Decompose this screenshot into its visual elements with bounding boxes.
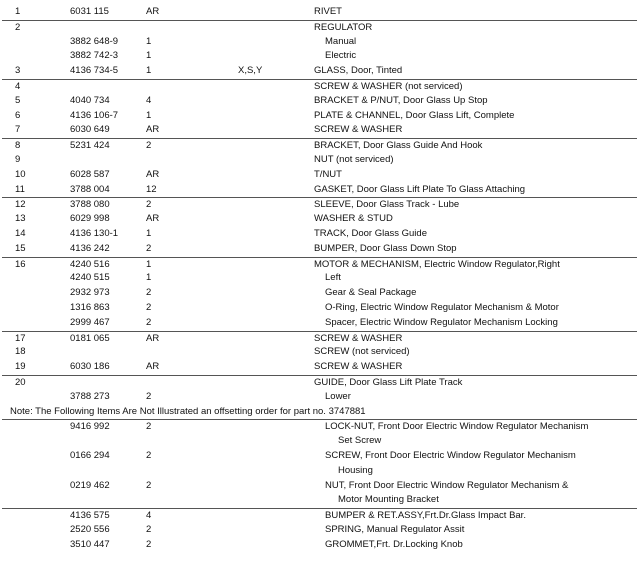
quantity: 1 [146,272,152,284]
table-row [2,109,637,124]
description: Electric [325,50,357,62]
table-row [2,227,637,242]
part-number: 4136 130-1 [70,228,119,239]
quantity: AR [146,6,160,17]
item-number: 10 [15,168,26,180]
table-row [2,345,637,360]
part-number: 4040 734 [70,94,110,106]
part-number: 4240 515 [70,272,110,284]
description: GLASS, Door, Tinted [314,65,403,77]
item-number: 17 [15,332,26,344]
description: RIVET [314,6,342,17]
description: PLATE & CHANNEL, Door Glass Lift, Complete [314,109,515,121]
item-number: 3 [15,65,21,77]
table-row [2,35,637,50]
part-number: 4136 242 [70,242,110,254]
item-number: 11 [15,183,25,195]
part-number: 2520 556 [70,524,110,535]
quantity: 1 [146,35,152,47]
table-row [2,153,637,168]
description: BUMPER & RET.ASSY,Frt.Dr.Glass Impact Bar. [325,510,526,522]
part-number: 0166 294 [70,450,110,461]
note-text: Note: The Following Items Are Not Illustrated an offsetting order for part no. 3747881 [10,405,366,417]
table-row [2,79,637,95]
item-number: 19 [15,361,26,373]
description: WASHER & STUD [314,213,393,225]
table-row [2,301,637,316]
item-number: 12 [15,199,26,211]
description: NUT, Front Door Electric Window Regulator Mechanism & [325,479,569,491]
table-row [2,523,637,538]
part-number: 4136 575 [70,510,110,522]
description: Set Screw [338,435,382,447]
description: SCREW & WASHER [314,124,403,136]
description: LOCK-NUT, Front Door Electric Window Regulator Mechanism [325,421,589,433]
quantity: 2 [146,450,152,461]
part-number: 6030 649 [70,124,110,136]
description: Lower [325,390,351,402]
description: BRACKET, Door Glass Guide And Hook [314,140,483,152]
quantity: 2 [146,242,152,254]
quantity: 2 [146,390,152,402]
table-row [2,508,637,524]
usage-note: X,S,Y [238,65,263,77]
description: GUIDE, Door Glass Lift Plate Track [314,377,463,388]
table-row [2,271,637,286]
description: SPRING, Manual Regulator Assit [325,524,465,535]
item-number: 5 [15,94,21,106]
table-row [2,449,637,464]
description: Manual [325,35,357,47]
quantity: 1 [146,109,152,121]
table-row [2,20,637,36]
part-number: 6030 186 [70,361,110,373]
table-row [2,94,637,109]
note-row [2,405,637,420]
description: SCREW & WASHER [314,361,403,373]
table-row [2,331,637,347]
table-row [2,493,637,508]
part-number: 0181 065 [70,332,110,344]
part-number: 4136 106-7 [70,109,119,121]
description: SCREW (not serviced) [314,346,410,358]
description: TRACK, Door Glass Guide [314,228,427,239]
description: Housing [338,464,373,476]
item-number: 14 [15,228,26,239]
item-number: 1 [15,6,21,17]
quantity: 4 [146,94,152,106]
table-row [2,360,637,375]
description: BUMPER, Door Glass Down Stop [314,242,457,254]
quantity: 2 [146,302,152,313]
item-number: 16 [15,258,26,270]
part-number: 3882 648-9 [70,35,119,47]
part-number: 6031 115 [70,6,109,17]
part-number: 3788 004 [70,183,110,195]
part-number: 9416 992 [70,421,110,433]
item-number: 15 [15,242,26,254]
description: Gear & Seal Package [325,287,417,299]
table-row [2,286,637,301]
quantity: 1 [146,228,152,239]
table-row [2,464,637,479]
item-number: 13 [15,213,26,225]
item-number: 20 [15,377,26,388]
part-number: 4240 516 [70,258,110,270]
quantity: 2 [146,524,152,535]
table-row [2,538,637,553]
item-number: 18 [15,346,26,358]
part-number: 0219 462 [70,479,110,491]
part-number: 3510 447 [70,538,110,550]
description: SCREW, Front Door Electric Window Regulator Mechanism [325,450,576,461]
table-row [2,49,637,64]
table-row [2,197,637,213]
part-number: 4136 734-5 [70,65,119,77]
description: Left [325,272,341,284]
quantity: AR [146,361,160,373]
table-row [2,242,637,257]
description: SCREW & WASHER [314,332,403,344]
description: Spacer, Electric Window Regulator Mechanism Locking [325,316,558,328]
quantity: 2 [146,199,152,211]
quantity: 12 [146,183,157,195]
table-row [2,168,637,183]
table-row [2,257,637,273]
table-row [2,5,637,20]
quantity: 2 [146,140,152,152]
quantity: AR [146,332,160,344]
description: GASKET, Door Glass Lift Plate To Glass Attaching [314,183,526,195]
part-number: 3788 080 [70,199,110,211]
quantity: AR [146,213,160,225]
part-number: 2999 467 [70,316,110,328]
quantity: 1 [146,258,152,270]
quantity: 2 [146,479,152,491]
part-number: 5231 424 [70,140,110,152]
quantity: 1 [146,65,152,77]
item-number: 4 [15,81,21,92]
quantity: AR [146,124,160,136]
part-number: 3788 273 [70,390,110,402]
table-row [2,123,637,138]
item-number: 8 [15,140,21,152]
quantity: 2 [146,538,152,550]
item-number: 7 [15,124,21,136]
table-row [2,479,637,494]
table-row [2,316,637,331]
description: Motor Mounting Bracket [338,494,439,506]
description: T/NUT [314,168,342,180]
item-number: 2 [15,21,21,33]
table-row [2,390,637,405]
table-row [2,212,637,227]
table-row [2,434,637,449]
table-row [2,64,637,79]
table-row [2,375,637,391]
item-number: 6 [15,109,21,121]
description: REGULATOR [314,21,373,33]
description: MOTOR & MECHANISM, Electric Window Regulator,Right [314,258,560,270]
description: SCREW & WASHER (not serviced) [314,81,463,92]
table-row [2,183,637,198]
part-number: 1316 863 [70,302,110,313]
quantity: AR [146,168,160,180]
quantity: 2 [146,287,152,299]
description: GROMMET,Frt. Dr.Locking Knob [325,538,463,550]
quantity: 1 [146,50,152,62]
part-number: 6029 998 [70,213,110,225]
part-number: 2932 973 [70,287,110,299]
table-row [2,419,637,435]
quantity: 2 [146,316,152,328]
description: NUT (not serviced) [314,154,394,165]
part-number: 6028 587 [70,168,110,180]
table-row [2,138,637,154]
description: BRACKET & P/NUT, Door Glass Up Stop [314,94,488,106]
quantity: 2 [146,421,152,433]
item-number: 9 [15,154,21,165]
quantity: 4 [146,510,152,522]
description: O-Ring, Electric Window Regulator Mechanism & Motor [325,302,559,313]
description: SLEEVE, Door Glass Track - Lube [314,199,460,211]
part-number: 3882 742-3 [70,50,119,62]
